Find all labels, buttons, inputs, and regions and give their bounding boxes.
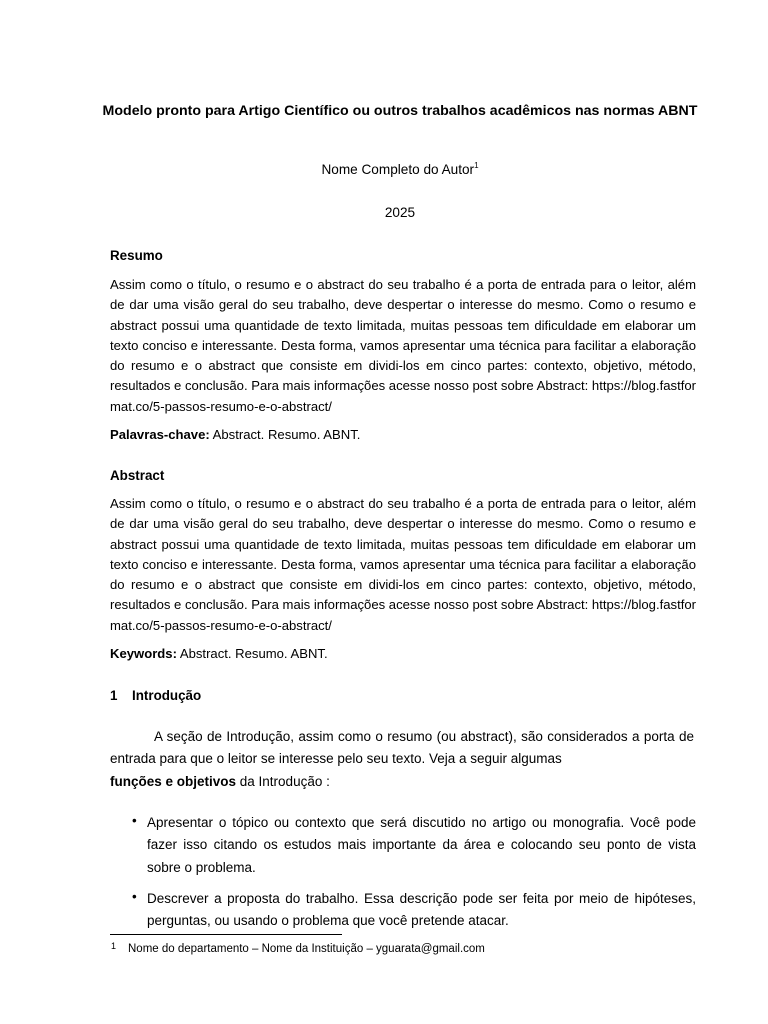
bullet-icon: • — [132, 889, 137, 904]
list-item: Apresentar o tópico ou contexto que será discutido no artigo ou monografia. Você pode fazer isso citando os estudos mais importante da área e colocando seu ponto de vista sobre o problema. — [147, 815, 696, 875]
author-name: Nome Completo do Autor — [321, 162, 475, 177]
introducao-paragraph — [110, 726, 694, 793]
abstract-text: Assim como o título, o resumo e o abstract do seu trabalho é a porta de entrada para o leitor, além de dar uma visão geral do seu trabalho, deve despertar o interesse do mesmo. Como o resumo e abstract possui uma quantidade de texto limitada, muitas pessoas tem dificuldade em elaborar um texto conciso e interessante. Desta forma, vamos apresentar uma técnica para facilitar a elaboração do resumo e o abstract que consiste em dividi-los em cinco partes: contexto, objetivo, método, resultados e conclusão. Para mais informações acesse nosso post sobre Abstract: https://blog.fastfor mat.co/5-passos-resumo-e-o-abstract/ — [110, 496, 696, 633]
list-item: Descrever a proposta do trabalho. Essa descrição pode ser feita por meio de hipóteses, perguntas, ou usando o problema que você pretende atacar. — [147, 891, 696, 929]
section-number: 1 — [110, 688, 118, 703]
bullet-icon: • — [132, 813, 137, 828]
abstract-keywords-label: Keywords: — [110, 646, 177, 661]
abstract-heading: Abstract — [110, 468, 165, 483]
footnote-text: Nome do departamento – Nome da Instituição – yguarata@gmail.com — [128, 943, 485, 955]
footnote-number: 1 — [111, 941, 117, 951]
resumo-heading: Resumo — [110, 248, 163, 263]
introducao-paragraph-tail: da Introdução : — [236, 773, 330, 789]
document-title: Modelo pronto para Artigo Científico ou outros trabalhos acadêmicos nas normas ABNT — [102, 103, 698, 119]
resumo-keywords-label: Palavras-chave: — [110, 427, 210, 442]
author-line — [100, 161, 700, 177]
resumo-text: Assim como o título, o resumo e o abstract do seu trabalho é a porta de entrada para o leitor, além de dar uma visão geral do seu trabalho, deve despertar o interesse do mesmo. Como o resumo e abstract possui uma quantidade de texto limitada, muitas pessoas tem dificuldade em elaborar um texto conciso e interessante. Desta forma, vamos apresentar uma técnica para facilitar a elaboração do resumo e o abstract que consiste em dividi-los em cinco partes: contexto, objetivo, método, resultados e conclusão. Para mais informações acesse nosso post sobre Abstract: https://blog.fastfor mat.co/5-passos-resumo-e-o-abstract/ — [110, 277, 696, 414]
abstract-keywords — [110, 646, 328, 661]
publication-year: 2025 — [384, 205, 416, 220]
introducao-bold-text: funções e objetivos — [110, 773, 237, 789]
footnote-divider — [110, 934, 342, 935]
abstract-keywords-value: Abstract. Resumo. ABNT. — [179, 646, 328, 661]
introducao-heading: Introdução — [132, 688, 202, 703]
resumo-keywords — [110, 427, 360, 442]
introducao-paragraph-text: A seção de Introdução, assim como o resumo (ou abstract), são considerados a porta de entrada para que o leitor se interesse pelo seu texto. Veja a seguir algumas — [110, 729, 694, 767]
author-footnote-ref[interactable]: 1 — [474, 161, 479, 170]
introducao-paragraph-last-line — [110, 771, 694, 793]
resumo-keywords-value: Abstract. Resumo. ABNT. — [212, 427, 361, 442]
